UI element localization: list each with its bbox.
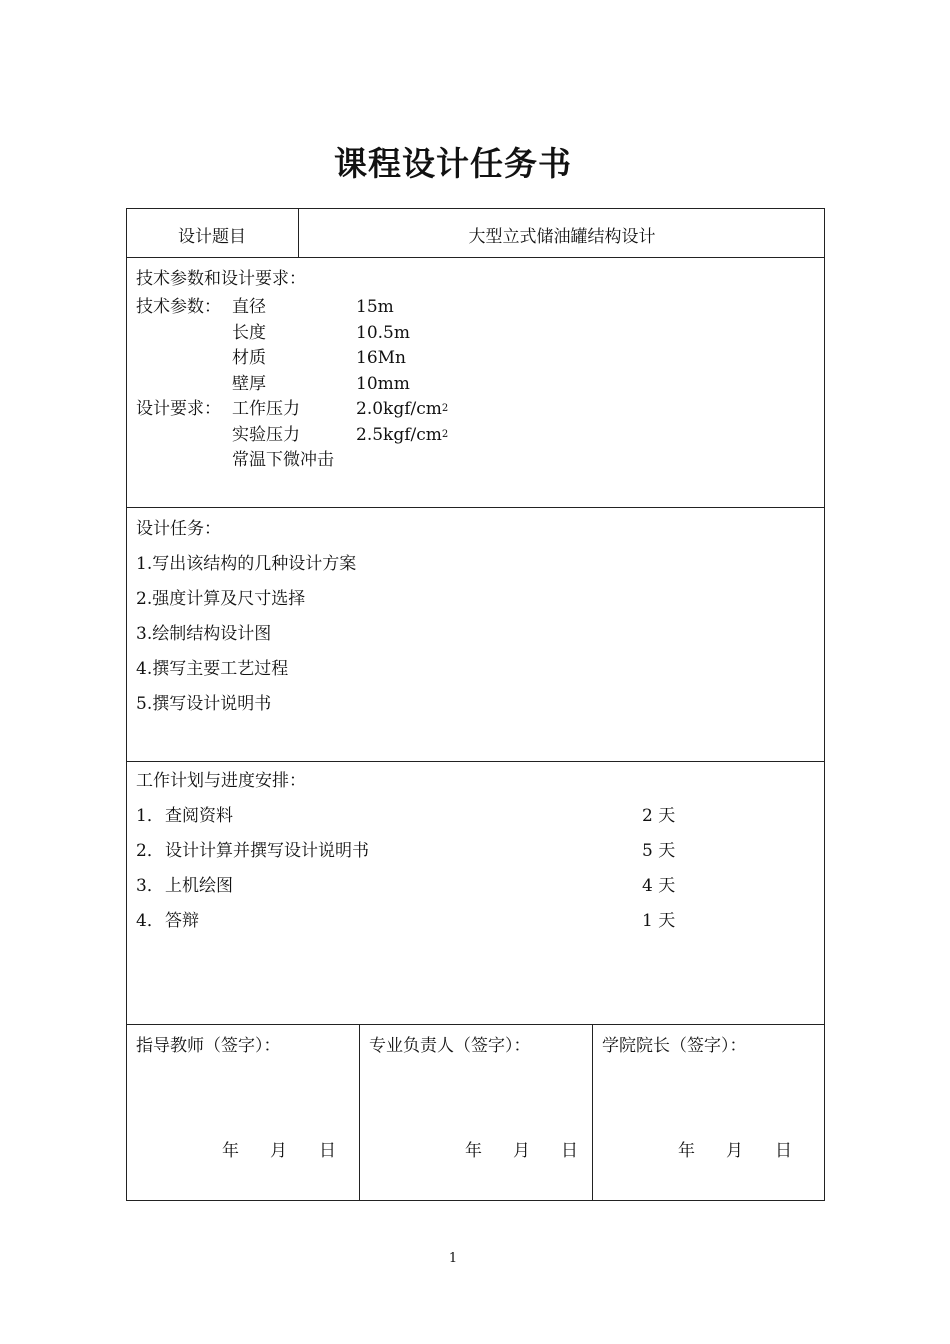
param-name: 直径	[232, 297, 266, 317]
signature-month: 月	[270, 1141, 287, 1161]
plan-item-task: 设计计算并撰写设计说明书	[165, 841, 369, 861]
signature-day: 日	[319, 1141, 336, 1161]
plan-item-num: 3．	[136, 876, 164, 896]
signature-year: 年	[222, 1141, 239, 1161]
req-name: 常温下微冲击	[232, 450, 334, 470]
param-name: 材质	[232, 348, 266, 368]
plan-item-task: 上机绘图	[165, 876, 233, 896]
plan-item-days: 4 天	[642, 876, 676, 896]
param-value: 10mm	[356, 374, 410, 394]
signature-month: 月	[513, 1141, 530, 1161]
row-divider-4	[126, 1024, 825, 1025]
row-divider-1	[126, 257, 825, 258]
signature-month: 月	[726, 1141, 743, 1161]
plan-item-num: 4．	[136, 911, 164, 931]
param-name: 壁厚	[232, 374, 266, 394]
task-item: 2.强度计算及尺寸选择	[136, 589, 306, 609]
tech-heading: 技术参数和设计要求：	[136, 269, 306, 289]
signature-year: 年	[678, 1141, 695, 1161]
topic-label: 设计题目	[178, 227, 246, 247]
signature-year: 年	[465, 1141, 482, 1161]
plan-item-days: 1 天	[642, 911, 676, 931]
sign-col-divider-2	[592, 1024, 593, 1201]
param-value: 10.5m	[356, 323, 410, 343]
param-value: 15m	[356, 297, 394, 317]
plan-item-task: 答辩	[165, 911, 199, 931]
sign-col-divider-1	[359, 1024, 360, 1201]
page-number: 1	[448, 1251, 458, 1266]
param-value: 16Mn	[356, 348, 406, 368]
signature-role: 学院院长（签字）：	[602, 1036, 747, 1056]
signature-day: 日	[561, 1141, 578, 1161]
plan-item-days: 2 天	[642, 806, 676, 826]
task-item: 1.写出该结构的几种设计方案	[136, 554, 357, 574]
req-value: $2.5kgf/cm^2$	[356, 425, 449, 445]
task-item: 5.撰写设计说明书	[136, 694, 272, 714]
params-label: 技术参数：	[136, 297, 221, 317]
task-item: 4.撰写主要工艺过程	[136, 659, 289, 679]
document-title: 课程设计任务书	[334, 144, 572, 183]
req-label: 设计要求：	[136, 399, 221, 419]
plan-item-num: 2．	[136, 841, 164, 861]
plan-heading: 工作计划与进度安排：	[136, 771, 306, 791]
tasks-heading: 设计任务：	[136, 519, 221, 539]
plan-item-num: 1．	[136, 806, 164, 826]
task-item: 3.绘制结构设计图	[136, 624, 272, 644]
signature-role: 指导教师（签字）：	[136, 1036, 281, 1056]
topic-value: 大型立式储油罐结构设计	[468, 227, 656, 247]
param-name: 长度	[232, 323, 266, 343]
req-name: 实验压力	[232, 425, 300, 445]
req-name: 工作压力	[232, 399, 300, 419]
req-value: $2.0kgf/cm^2$	[356, 399, 449, 419]
signature-day: 日	[775, 1141, 792, 1161]
row-divider-2	[126, 507, 825, 508]
signature-role: 专业负责人（签字）：	[369, 1036, 531, 1056]
plan-item-days: 5 天	[642, 841, 676, 861]
row-divider-3	[126, 761, 825, 762]
plan-item-task: 查阅资料	[165, 806, 233, 826]
